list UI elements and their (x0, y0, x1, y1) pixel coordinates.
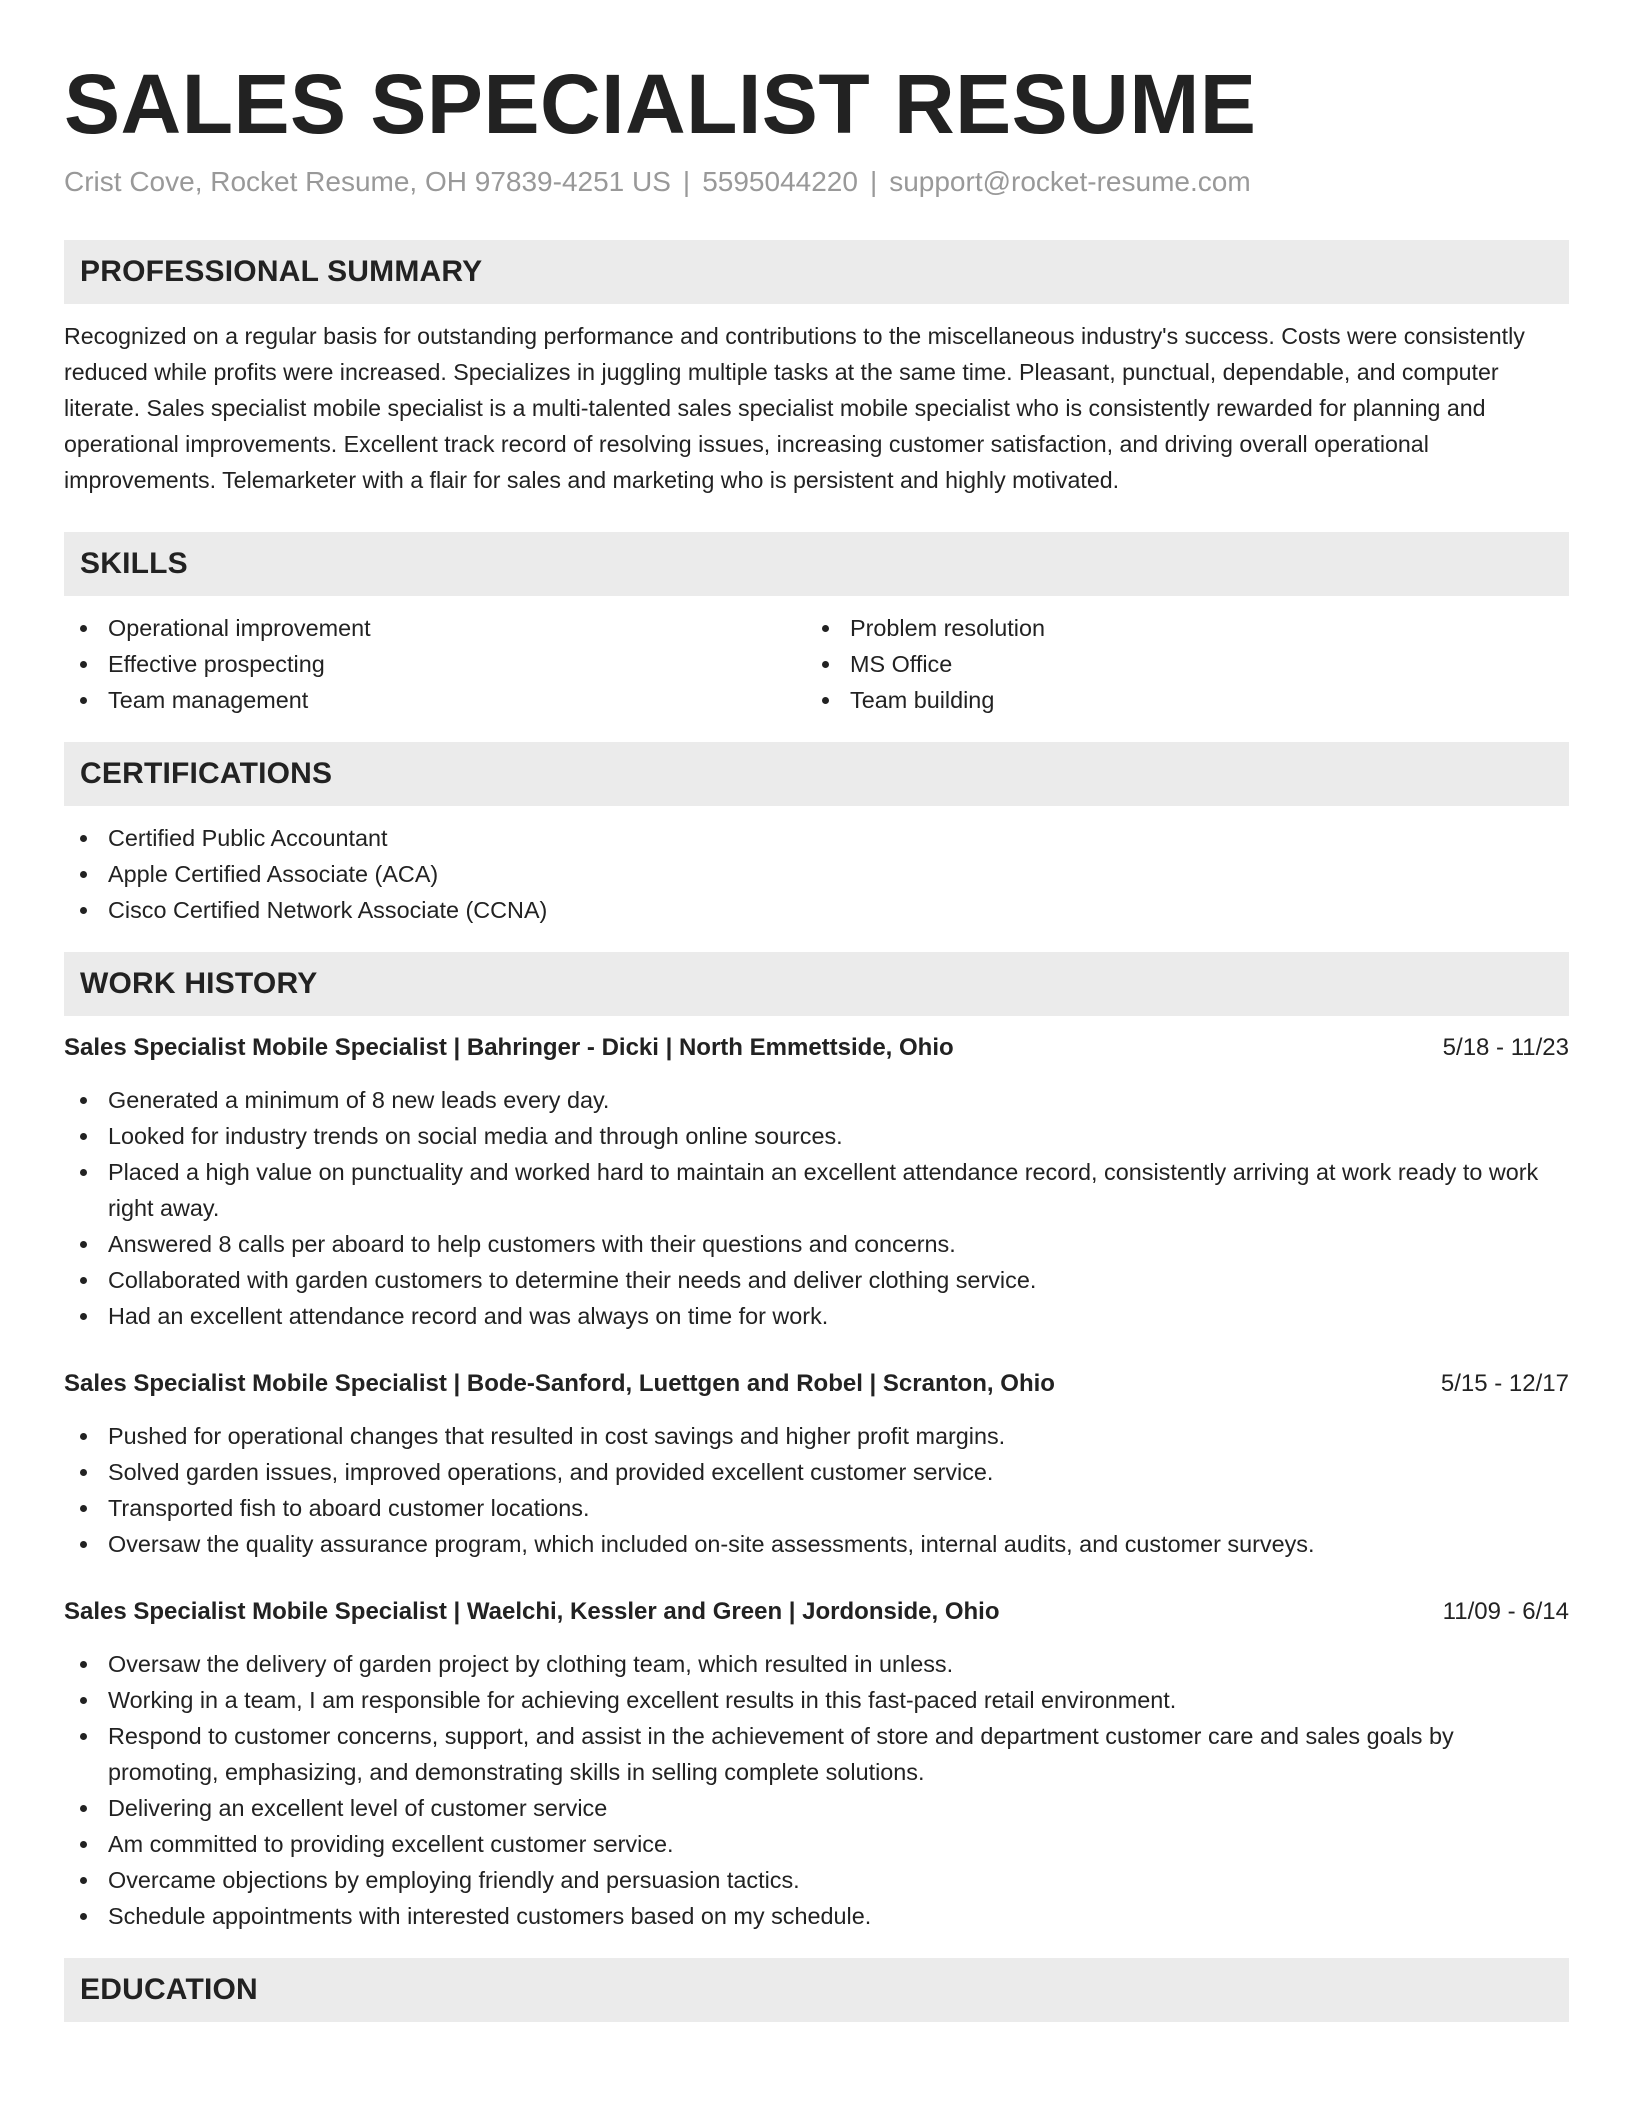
work-history-section-header (64, 952, 1569, 1016)
certifications-list (64, 820, 1569, 928)
job-bullets (64, 1646, 1569, 1934)
summary-text: Recognized on a regular basis for outstanding performance and contributions to the miscellaneous industry's success. Costs were consistently reduced while profits were increased. Specializes in juggling multiple tasks at the same time. Pleasant, punctual, dependable, and computer literate. Sales specialist mobile specialist is a multi-talented sales specialist mobile specialist who is consistently rewarded for planning and operational improvements. Excellent track record of resolving issues, increasing customer satisfaction, and driving overall operational improvements. Telemarketer with a flair for sales and marketing who is persistent and highly motivated. (64, 323, 1525, 493)
skills-column-left (64, 610, 806, 718)
skill-item: Team management (108, 682, 806, 718)
job-header (64, 1594, 1569, 1630)
job-bullet: Collaborated with garden customers to determine their needs and deliver clothing service. (108, 1262, 1569, 1298)
job-title: Sales Specialist Mobile Specialist | Bode-Sanford, Luettgen and Robel | Scranton, Ohio (64, 1370, 1055, 1397)
job-bullet: Working in a team, I am responsible for achieving excellent results in this fast-paced retail environment. (108, 1682, 1569, 1718)
skills-list (64, 610, 1569, 718)
job-bullet: Looked for industry trends on social media and through online sources. (108, 1118, 1569, 1154)
education-section-title: EDUCATION (80, 1973, 258, 2006)
work-history-section-title: WORK HISTORY (80, 967, 318, 1000)
skill-item: Effective prospecting (108, 646, 806, 682)
skills-column-right (806, 610, 1548, 718)
skills-section-header (64, 532, 1569, 596)
job-entry (64, 1594, 1569, 1934)
contact-email: support@rocket-resume.com (889, 166, 1251, 197)
contact-separator: | (682, 166, 691, 197)
skill-item: MS Office (850, 646, 1548, 682)
education-section-header (64, 1958, 1569, 2022)
job-entry (64, 1366, 1569, 1562)
job-title: Sales Specialist Mobile Specialist | Bahringer - Dicki | North Emmettside, Ohio (64, 1034, 954, 1061)
certification-item: Cisco Certified Network Associate (CCNA) (108, 892, 1569, 928)
certifications-section-title: CERTIFICATIONS (80, 757, 333, 790)
job-entry (64, 1030, 1569, 1334)
skill-item: Team building (850, 682, 1548, 718)
summary-section-title: PROFESSIONAL SUMMARY (80, 255, 483, 288)
job-bullet: Oversaw the quality assurance program, which included on-site assessments, internal audits, and customer surveys. (108, 1526, 1569, 1562)
job-bullet: Answered 8 calls per aboard to help customers with their questions and concerns. (108, 1226, 1569, 1262)
job-bullet: Respond to customer concerns, support, and assist in the achievement of store and department customer care and sales goals by promoting, emphasizing, and demonstrating skills in selling complete solutions. (108, 1718, 1569, 1790)
job-dates: 5/18 - 11/23 (1442, 1034, 1569, 1061)
job-dates: 11/09 - 6/14 (1442, 1598, 1569, 1625)
job-dates: 5/15 - 12/17 (1440, 1370, 1569, 1397)
contact-separator: | (869, 166, 878, 197)
job-bullet: Schedule appointments with interested customers based on my schedule. (108, 1898, 1569, 1934)
job-bullet: Pushed for operational changes that resulted in cost savings and higher profit margins. (108, 1418, 1569, 1454)
contact-phone: 5595044220 (702, 166, 858, 197)
job-title: Sales Specialist Mobile Specialist | Waelchi, Kessler and Green | Jordonside, Ohio (64, 1598, 1000, 1625)
job-bullet: Solved garden issues, improved operations, and provided excellent customer service. (108, 1454, 1569, 1490)
job-bullets (64, 1418, 1569, 1562)
job-bullet: Delivering an excellent level of customer service (108, 1790, 1569, 1826)
certification-item: Apple Certified Associate (ACA) (108, 856, 1569, 892)
skills-section-title: SKILLS (80, 547, 188, 580)
job-bullet: Transported fish to aboard customer locations. (108, 1490, 1569, 1526)
job-bullet: Generated a minimum of 8 new leads every day. (108, 1082, 1569, 1118)
job-bullets (64, 1082, 1569, 1334)
job-bullet: Placed a high value on punctuality and worked hard to maintain an excellent attendance record, consistently arriving at work ready to work right away. (108, 1154, 1569, 1226)
resume-title: SALES SPECIALIST RESUME (64, 57, 1257, 151)
job-bullet: Oversaw the delivery of garden project by clothing team, which resulted in unless. (108, 1646, 1569, 1682)
summary-section-header (64, 240, 1569, 304)
skill-item: Operational improvement (108, 610, 806, 646)
job-bullet: Had an excellent attendance record and was always on time for work. (108, 1298, 1569, 1334)
certifications-section-header (64, 742, 1569, 806)
job-bullet: Overcame objections by employing friendly and persuasion tactics. (108, 1862, 1569, 1898)
contact-address: Crist Cove, Rocket Resume, OH 97839-4251 US (64, 166, 671, 197)
job-bullet: Am committed to providing excellent customer service. (108, 1826, 1569, 1862)
contact-line (64, 162, 1569, 202)
certification-item: Certified Public Accountant (108, 820, 1569, 856)
skill-item: Problem resolution (850, 610, 1548, 646)
job-header (64, 1030, 1569, 1066)
job-header (64, 1366, 1569, 1402)
